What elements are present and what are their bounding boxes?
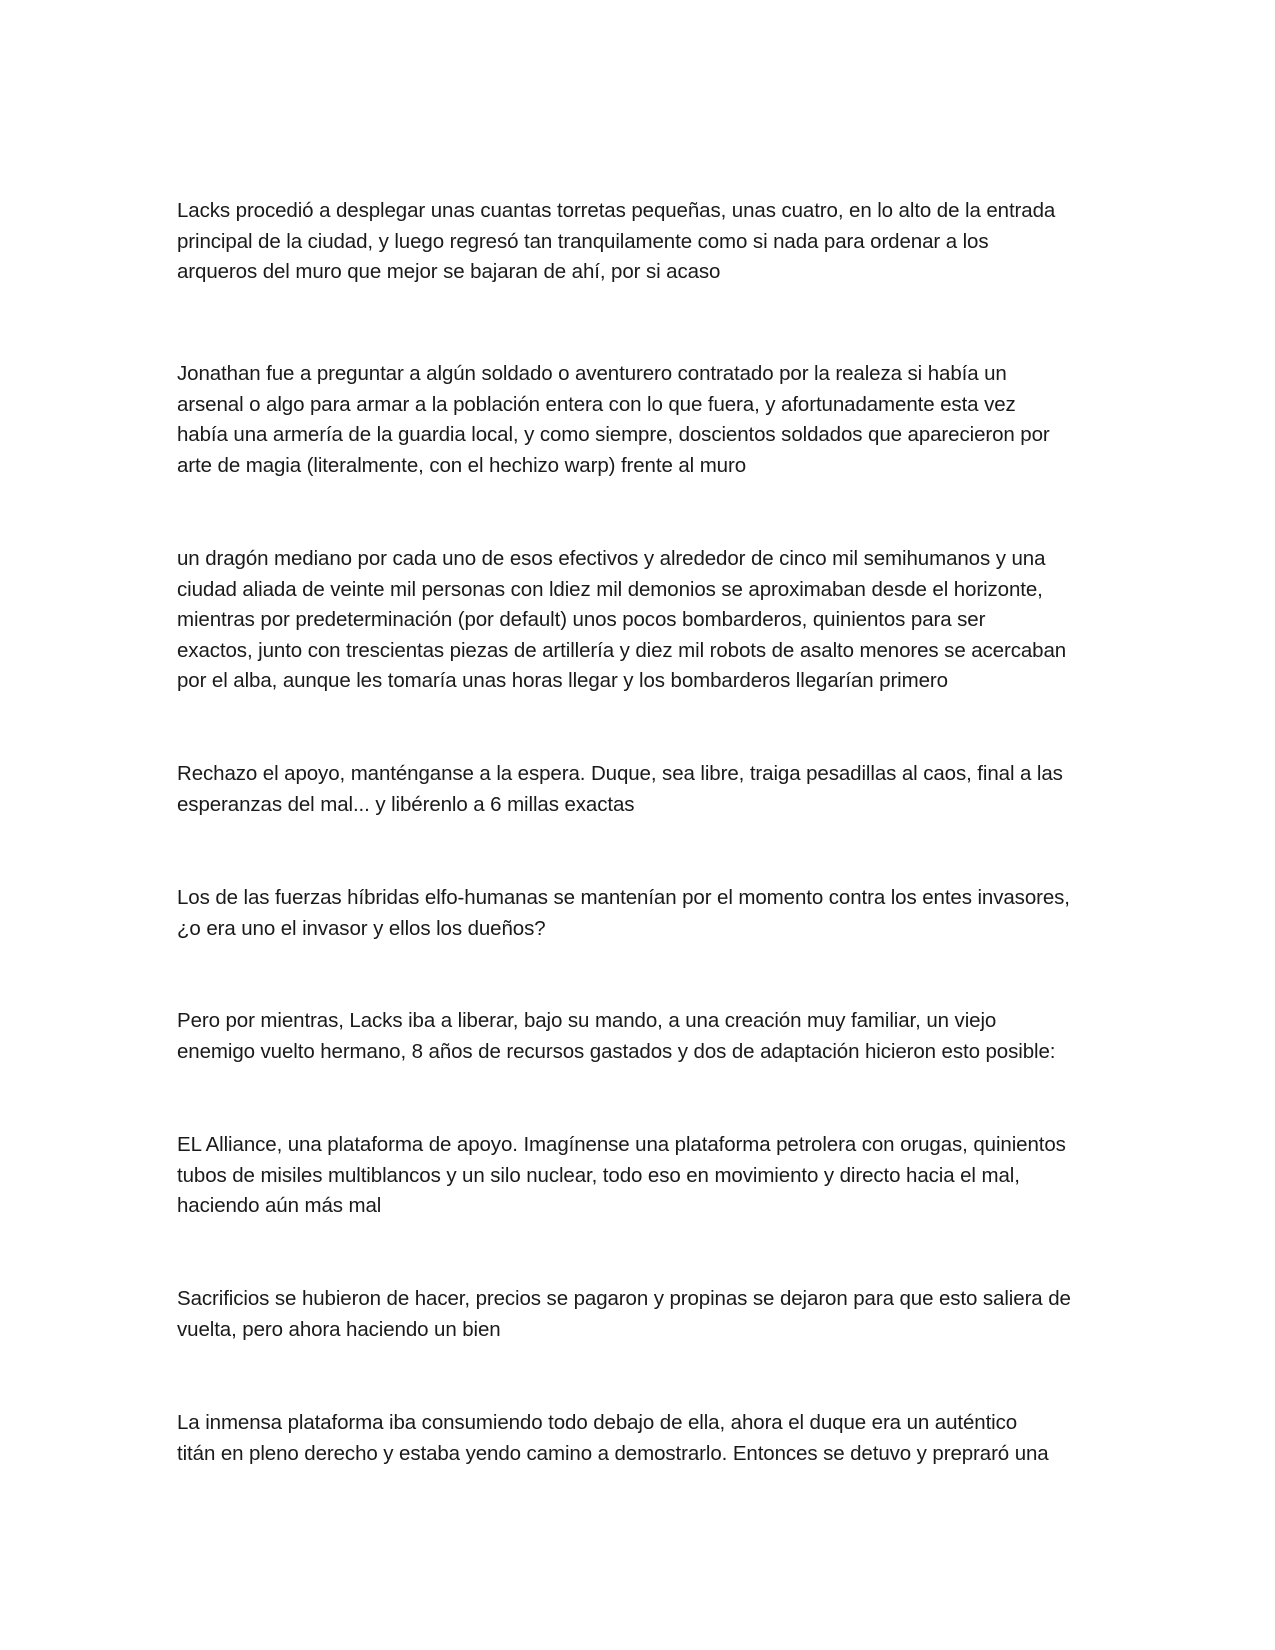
text-line: arsenal o algo para armar a la población entera con lo que fuera, y afortunadamente esta vez: [177, 392, 1016, 416]
paragraph: [177, 759, 1107, 820]
text-line: EL Alliance, una plataforma de apoyo. Imagínense una plataforma petrolera con orugas, quinientos: [177, 1133, 1066, 1156]
text-line: enemigo vuelto hermano, 8 años de recursos gastados y dos de adaptación hicieron esto posible:: [177, 1039, 1056, 1063]
text-line: Los de las fuerzas híbridas elfo-humanas se mantenían por el momento contra los entes invasores,: [177, 886, 1070, 909]
paragraph: [177, 1006, 1107, 1067]
text-line: Lacks procedió a desplegar unas cuantas torretas pequeñas, unas cuatro, en lo alto de la entrada: [177, 199, 1056, 222]
text-line: por el alba, aunque les tomaría unas horas llegar y los bombarderos llegarían primero: [177, 669, 948, 692]
paragraph: [177, 1130, 1107, 1222]
text-line: vuelta, pero ahora haciendo un bien: [177, 1317, 501, 1341]
text-line: titán en pleno derecho y estaba yendo camino a demostrarlo. Entonces se detuvo y prepraró una: [177, 1441, 1049, 1465]
text-line: La inmensa plataforma iba consumiendo todo debajo de ella, ahora el duque era un auténtico: [177, 1411, 1018, 1434]
text-line: ciudad aliada de veinte mil personas con ldiez mil demonios se aproximaban desde el horizonte,: [177, 577, 1043, 601]
text-line: haciendo aún más mal: [177, 1194, 382, 1217]
text-line: arte de magia (literalmente, con el hechizo warp) frente al muro: [177, 453, 747, 477]
text-line: Sacrificios se hubieron de hacer, precios se pagaron y propinas se dejaron para que esto saliera de: [177, 1287, 1071, 1310]
paragraph: [177, 1408, 1107, 1469]
text-line: ¿o era uno el invasor y ellos los dueños?: [177, 916, 546, 940]
text-line: Pero por mientras, Lacks iba a liberar, bajo su mando, a una creación muy familiar, un viejo: [177, 1009, 997, 1032]
paragraph: [177, 359, 1107, 481]
text-line: Jonathan fue a preguntar a algún soldado o aventurero contratado por la realeza si había un: [177, 362, 1007, 385]
paragraph: [177, 196, 1107, 288]
text-line: tubos de misiles multiblancos y un silo nuclear, todo eso en movimiento y directo hacia el mal,: [177, 1163, 1020, 1187]
text-line: mientras por predeterminación (por default) unos pocos bombarderos, quinientos para ser: [177, 608, 986, 631]
text-line: Rechazo el apoyo, manténganse a la espera. Duque, sea libre, traiga pesadillas al caos, final a las: [177, 762, 1063, 785]
text-line: exactos, junto con trescientas piezas de artillería y diez mil robots de asalto menores se acercaban: [177, 638, 1067, 662]
text-line: principal de la ciudad, y luego regresó tan tranquilamente como si nada para ordenar a los: [177, 229, 989, 253]
text-line: esperanzas del mal... y libérenlo a 6 millas exactas: [177, 792, 635, 816]
text-line: arqueros del muro que mejor se bajaran de ahí, por si acaso: [177, 260, 721, 283]
text-line: un dragón mediano por cada uno de esos efectivos y alrededor de cinco mil semihumanos y una: [177, 547, 1046, 570]
paragraph: [177, 883, 1107, 944]
text-line: había una armería de la guardia local, y como siempre, doscientos soldados que aparecieron por: [177, 423, 1050, 446]
paragraph: [177, 544, 1107, 697]
paragraph: [177, 1284, 1107, 1345]
